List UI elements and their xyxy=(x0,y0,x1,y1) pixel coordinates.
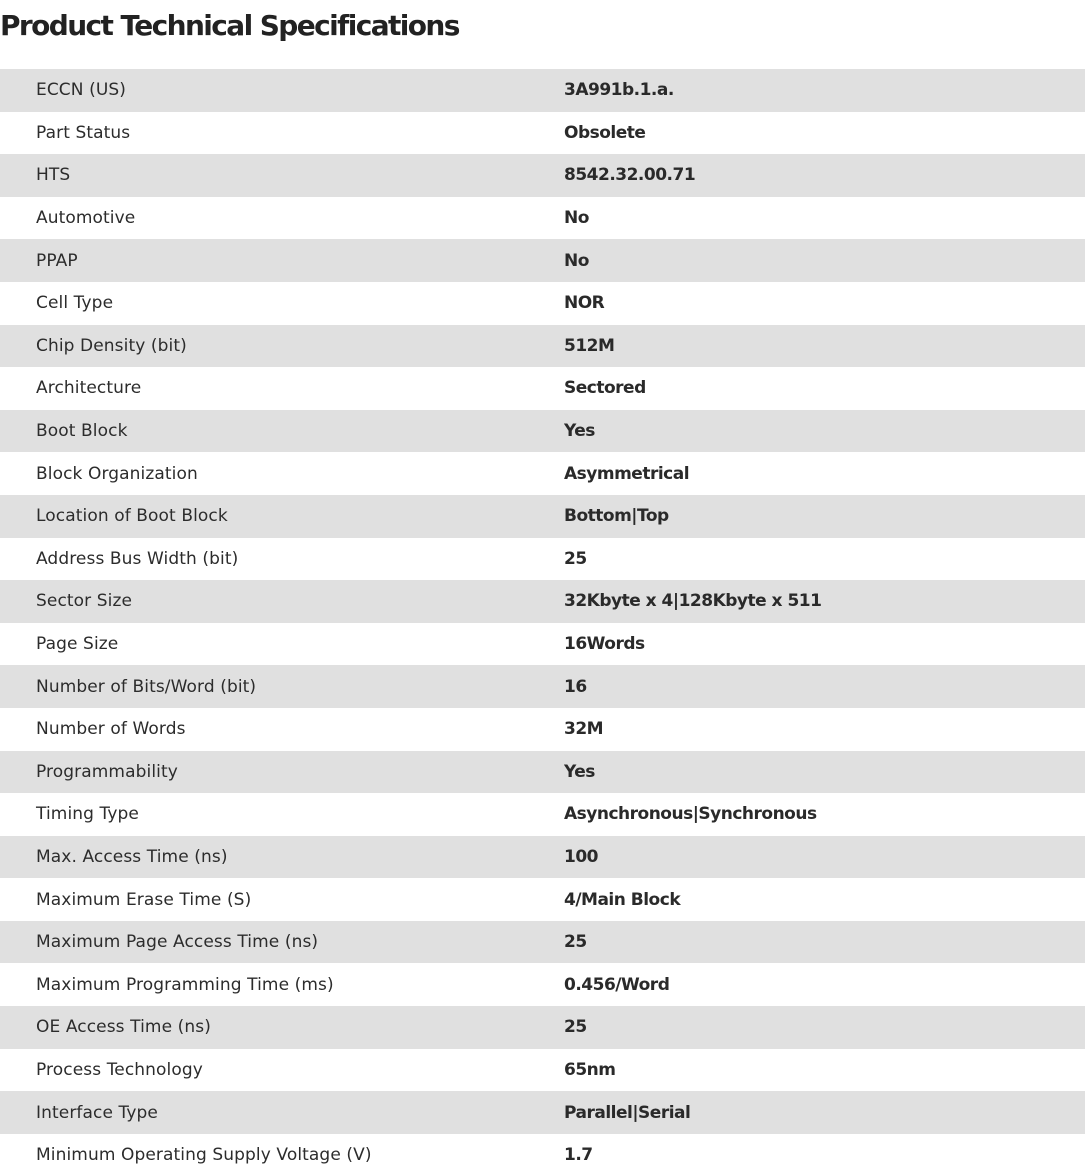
table-row xyxy=(0,197,1085,240)
table-row xyxy=(0,154,1085,197)
table-row xyxy=(0,410,1085,453)
table-row xyxy=(0,69,1085,112)
spec-table-body xyxy=(0,69,1085,1176)
spec-label: Block Organization xyxy=(36,463,198,484)
table-row xyxy=(0,878,1085,921)
spec-label: Part Status xyxy=(36,122,131,143)
spec-value: Asynchronous|Synchronous xyxy=(564,804,817,825)
spec-table xyxy=(0,69,1085,1176)
table-row xyxy=(0,1006,1085,1049)
spec-label: PPAP xyxy=(36,250,78,271)
spec-value: 16 xyxy=(564,676,587,697)
table-row xyxy=(0,538,1085,581)
spec-label: Architecture xyxy=(36,378,142,399)
spec-value: No xyxy=(564,208,589,229)
table-row xyxy=(0,239,1085,282)
page-title: Product Technical Specifications xyxy=(0,9,459,42)
spec-value: 0.456/Word xyxy=(564,974,670,995)
spec-label: Chip Density (bit) xyxy=(36,335,187,356)
spec-label: Boot Block xyxy=(36,421,128,442)
table-row xyxy=(0,921,1085,964)
table-row xyxy=(0,665,1085,708)
spec-label: HTS xyxy=(36,165,71,186)
spec-label: Timing Type xyxy=(36,804,139,825)
table-row xyxy=(0,1049,1085,1092)
spec-value: Parallel|Serial xyxy=(564,1102,691,1123)
table-row xyxy=(0,112,1085,155)
table-row xyxy=(0,708,1085,751)
table-row xyxy=(0,1091,1085,1134)
spec-value: 1.7 xyxy=(564,1145,593,1166)
spec-value: 32Kbyte x 4|128Kbyte x 511 xyxy=(564,591,822,612)
spec-value: 25 xyxy=(564,1017,587,1038)
spec-label: Interface Type xyxy=(36,1102,158,1123)
spec-label: Number of Words xyxy=(36,719,186,740)
spec-label: Maximum Programming Time (ms) xyxy=(36,974,334,995)
spec-value: No xyxy=(564,250,589,271)
spec-label: Minimum Operating Supply Voltage (V) xyxy=(36,1145,372,1166)
spec-value: Asymmetrical xyxy=(564,463,690,484)
table-row xyxy=(0,495,1085,538)
spec-label: Sector Size xyxy=(36,591,133,612)
table-row xyxy=(0,793,1085,836)
spec-label: Maximum Erase Time (S) xyxy=(36,889,252,910)
spec-label: Process Technology xyxy=(36,1059,203,1080)
spec-value: 3A991b.1.a. xyxy=(564,80,674,101)
spec-value: 16Words xyxy=(564,634,645,655)
table-row xyxy=(0,580,1085,623)
spec-value: 65nm xyxy=(564,1059,616,1080)
spec-value: Sectored xyxy=(564,378,646,399)
spec-label: Cell Type xyxy=(36,293,114,314)
table-row xyxy=(0,452,1085,495)
spec-label: Programmability xyxy=(36,761,178,782)
spec-value: NOR xyxy=(564,293,605,314)
table-row xyxy=(0,325,1085,368)
spec-value: 8542.32.00.71 xyxy=(564,165,696,186)
spec-value: 32M xyxy=(564,719,604,740)
table-row xyxy=(0,836,1085,879)
spec-value: Yes xyxy=(564,421,595,442)
spec-value: Yes xyxy=(564,761,595,782)
spec-value: 25 xyxy=(564,548,587,569)
table-row xyxy=(0,623,1085,666)
table-row xyxy=(0,367,1085,410)
spec-value: Obsolete xyxy=(564,122,646,143)
spec-value: 100 xyxy=(564,846,598,867)
spec-label: Page Size xyxy=(36,634,119,655)
spec-label: Number of Bits/Word (bit) xyxy=(36,676,257,697)
table-row xyxy=(0,751,1085,794)
spec-label: Max. Access Time (ns) xyxy=(36,846,228,867)
table-row xyxy=(0,963,1085,1006)
spec-label: Location of Boot Block xyxy=(36,506,228,527)
table-row xyxy=(0,282,1085,325)
spec-label: Automotive xyxy=(36,208,136,229)
spec-value: Bottom|Top xyxy=(564,506,669,527)
spec-label: Maximum Page Access Time (ns) xyxy=(36,932,319,953)
spec-label: ECCN (US) xyxy=(36,80,127,101)
spec-value: 512M xyxy=(564,335,615,356)
spec-value: 25 xyxy=(564,932,587,953)
spec-label: Address Bus Width (bit) xyxy=(36,548,239,569)
spec-value: 4/Main Block xyxy=(564,889,681,910)
spec-label: OE Access Time (ns) xyxy=(36,1017,211,1038)
